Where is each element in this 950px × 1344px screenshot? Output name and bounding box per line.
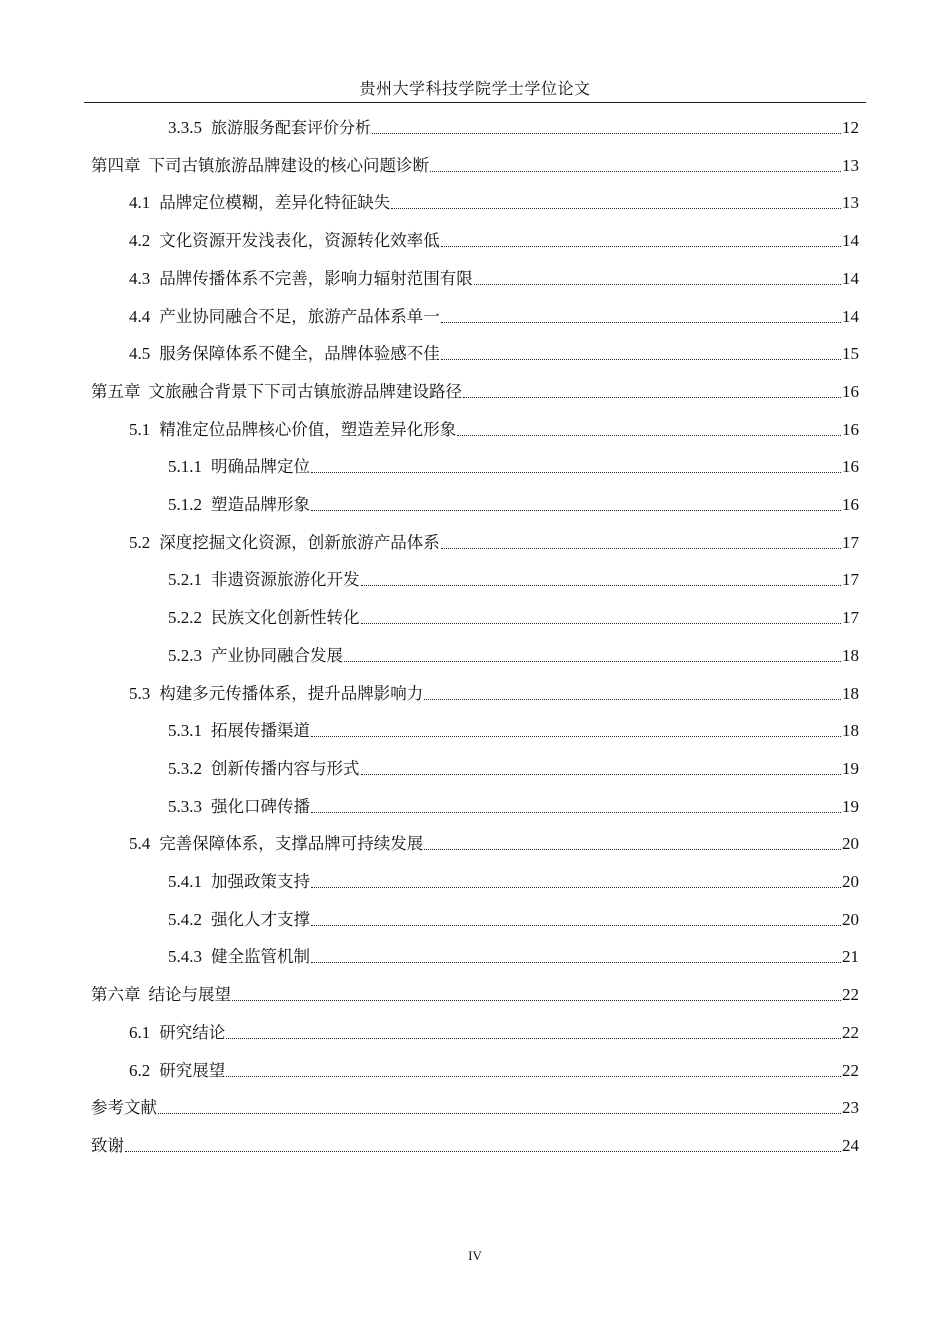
toc-entry-label: [129, 420, 456, 440]
toc-entry-title: 塑造品牌形象: [211, 495, 310, 514]
toc-entry[interactable]: [91, 1132, 859, 1156]
toc-entry-page-number: 16: [842, 457, 859, 477]
toc-dot-leader: [311, 509, 841, 511]
toc-entry-number: 第五章: [91, 381, 141, 401]
toc-dot-leader: [158, 1112, 841, 1114]
toc-dot-leader: [441, 547, 841, 549]
toc-entry-title: 健全监管机制: [211, 947, 310, 967]
toc-entry-label: [168, 759, 360, 779]
toc-entry[interactable]: [91, 981, 859, 1005]
toc-entry[interactable]: [168, 906, 859, 930]
toc-dot-leader: [311, 471, 841, 473]
toc-entry-page-number: 22: [842, 1060, 859, 1080]
toc-entry[interactable]: [129, 340, 859, 364]
toc-entry-label: [129, 231, 440, 251]
toc-entry[interactable]: [129, 303, 859, 327]
toc-entry-page-number: 16: [842, 419, 859, 439]
toc-entry[interactable]: [91, 152, 859, 176]
toc-dot-leader: [372, 132, 841, 134]
toc-entry[interactable]: [91, 378, 859, 402]
toc-dot-leader: [463, 396, 841, 398]
toc-entry-number: 3.3.5: [168, 118, 202, 137]
toc-entry-page-number: 16: [842, 495, 859, 514]
toc-dot-leader: [344, 660, 841, 662]
toc-entry-label: [168, 797, 310, 817]
toc-entry-label: [129, 307, 440, 327]
toc-entry-title: 服务保障体系不健全，品牌体验感不佳: [159, 344, 440, 364]
toc-entry[interactable]: [129, 830, 859, 854]
toc-entry[interactable]: [168, 566, 859, 590]
toc-dot-leader: [361, 584, 842, 586]
toc-entry-title: 非遗资源旅游化开发: [211, 570, 360, 590]
toc-entry-title: 明确品牌定位: [211, 457, 310, 477]
toc-dot-leader: [391, 207, 841, 209]
toc-dot-leader: [311, 811, 841, 813]
toc-entry[interactable]: [168, 755, 859, 779]
toc-entry[interactable]: [129, 1057, 859, 1081]
toc-entry-label: [168, 570, 360, 590]
toc-dot-leader: [361, 622, 842, 624]
page-header-title: 贵州大学科技学院学士学位论文: [359, 79, 591, 98]
toc-entry-title: 精准定位品牌核心价值，塑造差异化形象: [159, 419, 457, 439]
toc-entry-title: 加强政策支持: [211, 872, 310, 891]
toc-entry-title: 产业协同融合发展: [211, 645, 343, 665]
toc-entry[interactable]: [129, 189, 859, 213]
toc-entry-page-number: 24: [842, 1135, 859, 1155]
toc-dot-leader: [474, 283, 841, 285]
toc-entry-title: 构建多元传播体系，提升品牌影响力: [159, 683, 424, 703]
toc-entry-title: 研究结论: [159, 1022, 226, 1042]
toc-entry-number: 4.5: [129, 344, 151, 364]
toc-entry[interactable]: [168, 717, 859, 741]
toc-entry-title: 结论与展望: [148, 985, 231, 1005]
toc-entry-title: 旅游服务配套评价分析: [211, 118, 372, 137]
toc-entry-page-number: 20: [842, 834, 859, 854]
toc-entry-page-number: 21: [842, 947, 859, 967]
toc-entry[interactable]: [168, 943, 859, 967]
toc-entry-title: 研究展望: [159, 1060, 226, 1080]
toc-entry[interactable]: [168, 793, 859, 817]
toc-entry-label: [129, 834, 423, 854]
toc-entry-page-number: 22: [842, 985, 859, 1005]
toc-entry-page-number: 18: [842, 645, 859, 665]
toc-entry[interactable]: [168, 642, 859, 666]
toc-entry-title: 品牌传播体系不完善，影响力辐射范围有限: [159, 268, 473, 288]
toc-entry-number: 4.1: [129, 193, 151, 213]
toc-entry-page-number: 13: [842, 155, 859, 175]
toc-entry-number: 5.3: [129, 683, 151, 703]
toc-entry-label: [168, 118, 371, 138]
toc-dot-leader: [424, 698, 841, 700]
toc-entry-number: 5.2: [129, 532, 151, 552]
toc-entry-label: [91, 1136, 124, 1156]
toc-entry-label: [168, 947, 310, 967]
toc-entry-number: 第四章: [91, 155, 141, 175]
toc-entry-page-number: 12: [842, 118, 859, 137]
toc-entry[interactable]: [129, 680, 859, 704]
toc-entry-page-number: 17: [842, 608, 859, 628]
toc-entry-label: [91, 156, 429, 176]
toc-entry-page-number: 19: [842, 758, 859, 778]
toc-entry-label: [91, 1098, 157, 1118]
toc-entry-label: [91, 382, 462, 402]
toc-entry-title: 民族文化创新性转化: [211, 608, 360, 628]
toc-entry-number: 5.4.2: [168, 909, 202, 929]
toc-entry[interactable]: [168, 114, 859, 138]
toc-dot-leader: [226, 1037, 841, 1039]
toc-entry-label: [168, 910, 310, 930]
toc-entry-title: 致谢: [91, 1135, 124, 1155]
toc-entry-page-number: 20: [842, 872, 859, 891]
toc-entry-label: [168, 608, 360, 628]
toc-entry[interactable]: [168, 491, 859, 515]
toc-entry-page-number: 22: [842, 1022, 859, 1042]
toc-entry-number: 4.4: [129, 306, 151, 326]
header-rule: [84, 102, 866, 103]
toc-entry[interactable]: [129, 265, 859, 289]
toc-entry-title: 文化资源开发浅表化，资源转化效率低: [159, 231, 440, 251]
toc-entry-number: 第六章: [91, 985, 141, 1005]
toc-entry-number: 4.2: [129, 231, 151, 251]
toc-entry-number: 5.3.2: [168, 758, 202, 778]
toc-entry[interactable]: [129, 1019, 859, 1043]
toc-entry-title: 深度挖掘文化资源，创新旅游产品体系: [159, 532, 440, 552]
toc-entry-label: [129, 684, 423, 704]
toc-entry-page-number: 15: [842, 344, 859, 364]
toc-entry-title: 参考文献: [91, 1098, 157, 1118]
toc-entry-title: 创新传播内容与形式: [211, 758, 360, 778]
toc-entry-title: 强化人才支撑: [211, 909, 310, 929]
toc-entry-title: 完善保障体系，支撑品牌可持续发展: [159, 834, 424, 854]
toc-dot-leader: [311, 886, 841, 888]
toc-dot-leader: [361, 773, 842, 775]
toc-dot-leader: [441, 358, 841, 360]
toc-entry[interactable]: [129, 227, 859, 251]
toc-entry-number: 5.4: [129, 834, 151, 854]
toc-entry-label: [91, 985, 231, 1005]
toc-dot-leader: [311, 961, 841, 963]
toc-entry-title: 文旅融合背景下下司古镇旅游品牌建设路径: [148, 381, 462, 401]
toc-entry-page-number: 20: [842, 909, 859, 929]
page-number: IV: [468, 1248, 482, 1263]
toc-entry-page-number: 18: [842, 721, 859, 741]
toc-entry-label: [129, 1023, 225, 1043]
toc-entry-label: [168, 457, 310, 477]
toc-entry-title: 拓展传播渠道: [211, 721, 310, 741]
toc-entry-number: 5.4.1: [168, 872, 202, 891]
toc-dot-leader: [441, 321, 841, 323]
toc-entry-number: 5.3.1: [168, 721, 202, 741]
toc-dot-leader: [311, 735, 841, 737]
toc-entry-page-number: 23: [842, 1098, 859, 1118]
toc-entry-number: 6.2: [129, 1060, 151, 1080]
toc-entry-title: 强化口碑传播: [211, 796, 310, 816]
toc-entry-label: [129, 269, 473, 289]
toc-entry-page-number: 13: [842, 193, 859, 213]
toc-entry-label: [129, 344, 440, 364]
toc-entry-page-number: 14: [842, 231, 859, 251]
toc-entry-label: [168, 721, 310, 741]
toc-dot-leader: [424, 848, 841, 850]
toc-entry-label: [168, 872, 310, 892]
toc-entry-number: 5.4.3: [168, 947, 202, 967]
toc-entry[interactable]: [168, 453, 859, 477]
toc-entry-number: 5.2.1: [168, 570, 202, 590]
toc-dot-leader: [125, 1150, 841, 1152]
toc-entry-page-number: 14: [842, 306, 859, 326]
toc-entry[interactable]: [168, 604, 859, 628]
toc-dot-leader: [232, 999, 841, 1001]
toc-entry-page-number: 18: [842, 683, 859, 703]
toc-dot-leader: [457, 434, 841, 436]
toc-entry-title: 品牌定位模糊，差异化特征缺失: [159, 193, 391, 213]
toc-entry-number: 4.3: [129, 268, 151, 288]
toc-entry-number: 5.2.2: [168, 608, 202, 628]
toc-entry-page-number: 19: [842, 796, 859, 816]
toc-dot-leader: [226, 1075, 841, 1077]
toc-entry-label: [168, 495, 310, 515]
toc-entry[interactable]: [91, 1094, 859, 1118]
toc-entry-label: [168, 646, 343, 666]
toc-entry-title: 产业协同融合不足，旅游产品体系单一: [159, 306, 440, 326]
toc-entry[interactable]: [129, 529, 859, 553]
toc-dot-leader: [441, 245, 841, 247]
toc-entry-number: 5.1: [129, 419, 151, 439]
toc-entry[interactable]: [129, 416, 859, 440]
toc-entry-number: 5.2.3: [168, 645, 202, 665]
toc-entry-number: 5.1.1: [168, 457, 202, 477]
toc-entry-page-number: 14: [842, 268, 859, 288]
toc-entry-number: 6.1: [129, 1022, 151, 1042]
toc-entry-page-number: 16: [842, 381, 859, 401]
toc-entry-number: 5.3.3: [168, 796, 202, 816]
toc-entry-page-number: 17: [842, 532, 859, 552]
toc-entry-label: [129, 193, 390, 213]
toc-dot-leader: [430, 170, 841, 172]
toc-entry-label: [129, 1061, 225, 1081]
toc-entry[interactable]: [168, 868, 859, 892]
toc-entry-label: [129, 533, 440, 553]
toc-dot-leader: [311, 924, 841, 926]
toc-entry-number: 5.1.2: [168, 495, 202, 514]
toc-entry-page-number: 17: [842, 570, 859, 590]
toc-entry-title: 下司古镇旅游品牌建设的核心问题诊断: [148, 155, 429, 175]
